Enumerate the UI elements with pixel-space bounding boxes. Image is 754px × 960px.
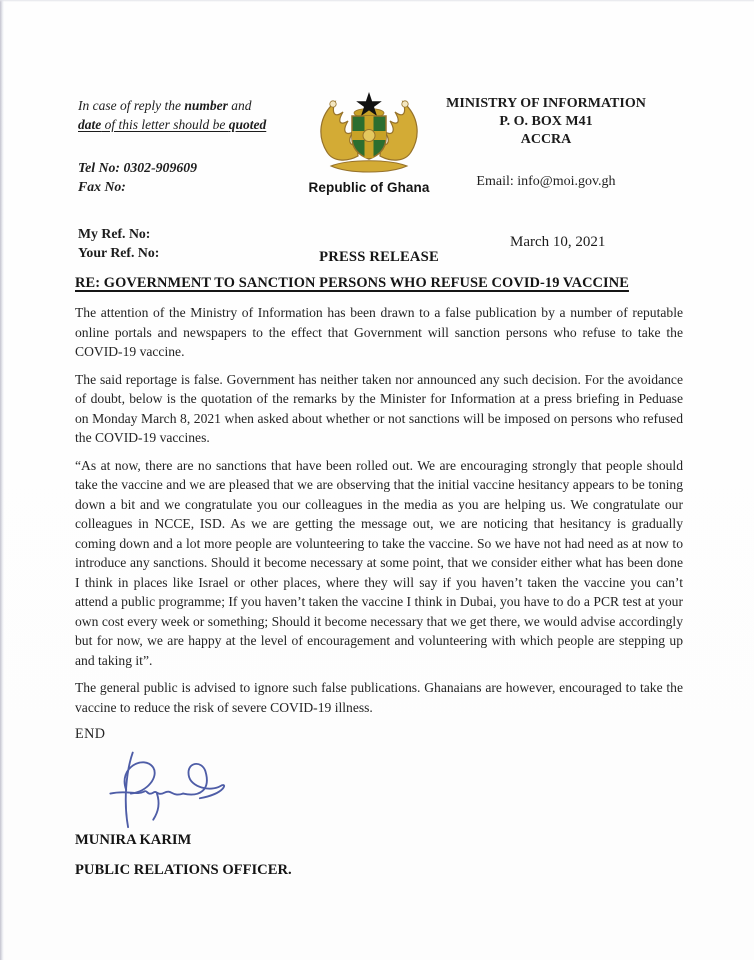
tel-no: Tel No: 0302-909609: [78, 160, 198, 175]
my-ref: My Ref. No:: [78, 226, 151, 241]
paragraph-1: The attention of the Ministry of Information has been drawn to a false publication by a number of reputable online portals and newspapers to the effect that Government will sanction persons who refuse to take the COVID-19 vaccine.: [75, 305, 683, 359]
contact-block: [78, 158, 308, 262]
emblem: [308, 88, 430, 195]
ministry-pobox: P. O. BOX M41: [499, 114, 593, 129]
reply-notice-line2: date of this letter should be quoted: [78, 117, 267, 132]
signatory-title: PUBLIC RELATIONS OFFICER.: [75, 862, 292, 878]
your-ref: Your Ref. No:: [78, 245, 160, 260]
press-release-title: PRESS RELEASE: [319, 249, 439, 265]
ministry-city: ACCRA: [520, 132, 572, 147]
ministry-name: MINISTRY OF INFORMATION: [446, 96, 646, 111]
subject-line: RE: GOVERNMENT TO SANCTION PERSONS WHO REFUSE COVID-19 VACCINE: [75, 274, 629, 291]
signature: [95, 747, 683, 829]
ministry-email: Email: info@moi.gov.gh: [476, 174, 616, 189]
letter-body: [75, 248, 683, 881]
fax-no: Fax No:: [78, 179, 126, 194]
paragraph-closing: The general public is advised to ignore such false publications. Ghanaians are however, encouraged to take the vaccine to reduce the risk of severe COVID-19 illness.: [75, 680, 683, 715]
scan-edge: [0, 0, 4, 960]
signatory-name: MUNIRA KARIM: [75, 831, 192, 848]
paragraph-2: The said reportage is false. Government has neither taken nor announced any such decision. For the avoidance of doubt, below is the quotation of the remarks by the Minister for Information at a press briefing in Peduase on Monday March 8, 2021 when asked about whether or not sanctions will be imposed on persons who refused the COVID-19 vaccines.: [75, 371, 683, 445]
end-label: END: [75, 726, 106, 742]
emblem-caption: Republic of Ghana: [308, 180, 430, 195]
ministry-address: [428, 95, 664, 149]
paragraph-quote: “As at now, there are no sanctions that have been rolled out. We are encouraging strongly that people should take the vaccine and we are pleased that we are observing that the initial vaccine hesitancy appears to be toning down a bit and we congratulate you our colleagues in the media as you are helping us. We congratulate our colleagues in NCCE, ISD. As we are getting the message out, we are noticing that hesitancy is gradually coming down and a lot more people are volunteering to take the vaccine. So we have not had need as at now to introduce any sanctions. Should it become necessary at some point, that we consider either what has been done I think in places like Israel or other places, where they will say if you haven’t taken the vaccine you can’t attend a public programme; If you haven’t taken the vaccine I think in Dubai, you have to do a PCR test at your own cost every week or something; Should it become necessary that we get there, we would advise accordingly but for now, we are happy at the level of encouragement and volunteering with which people are stepping up and taking it”.: [75, 457, 683, 668]
reply-notice: [78, 96, 303, 134]
handwritten-signature-icon: [95, 747, 245, 829]
ghana-coat-of-arms-icon: [313, 88, 425, 178]
scan-edge-top: [0, 0, 754, 2]
reply-notice-line1: In case of reply the number and: [78, 98, 252, 113]
letter-date: March 10, 2021: [510, 234, 606, 250]
